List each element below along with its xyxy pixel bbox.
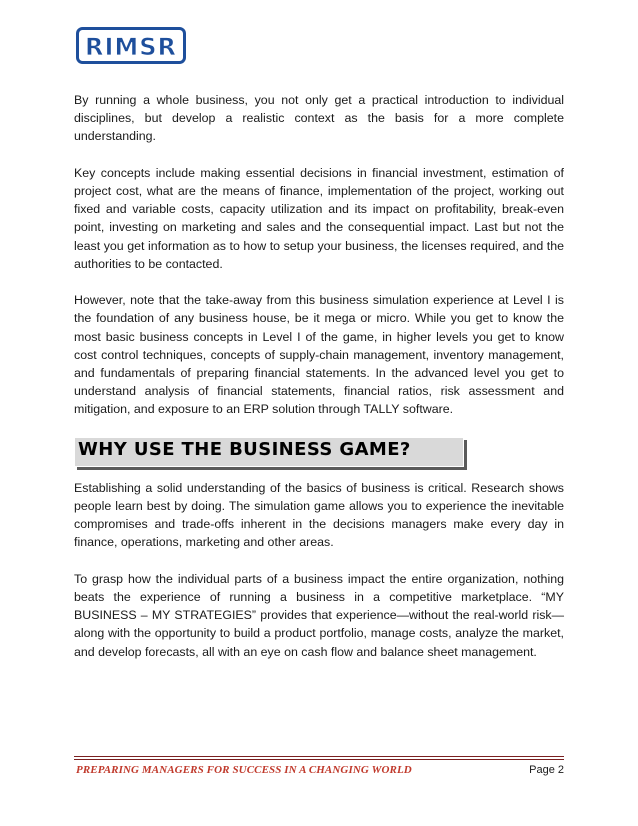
understanding-paragraph: Establishing a solid understanding of the basics of business is critical. Research shows people learn best by doing. The simulation game allows you to experience the inevitable compromises and trade-offs inherent in the decisions managers make every day in finance, operations, marketing and other areas. (74, 480, 564, 550)
intro-paragraph: By running a whole business, you not only get a practical introduction to individual disciplines, but develop a realistic context as the basis for a more complete understanding. (74, 93, 564, 144)
rimsr-logo-lettering: RIMSR (84, 33, 178, 61)
key-concepts-paragraph: Key concepts include making essential decisions in financial investment, estimation of project cost, what are the means of finance, implementation of the project, working out fixed and variable costs, capacity utilization and its impact on profitability, break-even point, investing on marketing and sales and the consequential impact. Last but not the least you get information as to how to setup your business, the licenses required, and the authorities to be contacted. (74, 165, 564, 271)
rimsr-logo-graphic (76, 27, 186, 64)
page-number: Page 2 (529, 764, 564, 776)
levels-paragraph: However, note that the take-away from this business simulation experience at Level I is the foundation of any business house, be it mega or micro. While you get to know the most basic business concepts in Level I of the game, in higher levels you get to know cost control techniques, concepts of supply-chain management, inventory management, and fundamentals of preparing financial statements. In the advanced level you get to understand analysis of financial statements, financial ratios, risk assessment and mitigation, and exposure to an ERP solution through TALLY software. (74, 293, 564, 417)
experience-paragraph: To grasp how the individual parts of a business impact the entire organization, nothing beats the experience of running a business in a competitive marketplace. “MY BUSINESS – MY STRATEGIES” provides that experience—without the real-world risk—along with the opportunity to build a product portfolio, manage costs, analyze the market, and develop forecasts, all with an eye on cash flow and balance sheet management. (74, 571, 564, 659)
footer-rule-secondary (74, 759, 564, 760)
footer-tagline: PREPARING MANAGERS FOR SUCCESS IN A CHANGING WORLD (76, 764, 412, 776)
page-body (74, 91, 564, 679)
rimsr-logo (76, 27, 186, 64)
footer-rule (74, 756, 564, 757)
section-heading: WHY USE THE BUSINESS GAME? (74, 437, 464, 467)
